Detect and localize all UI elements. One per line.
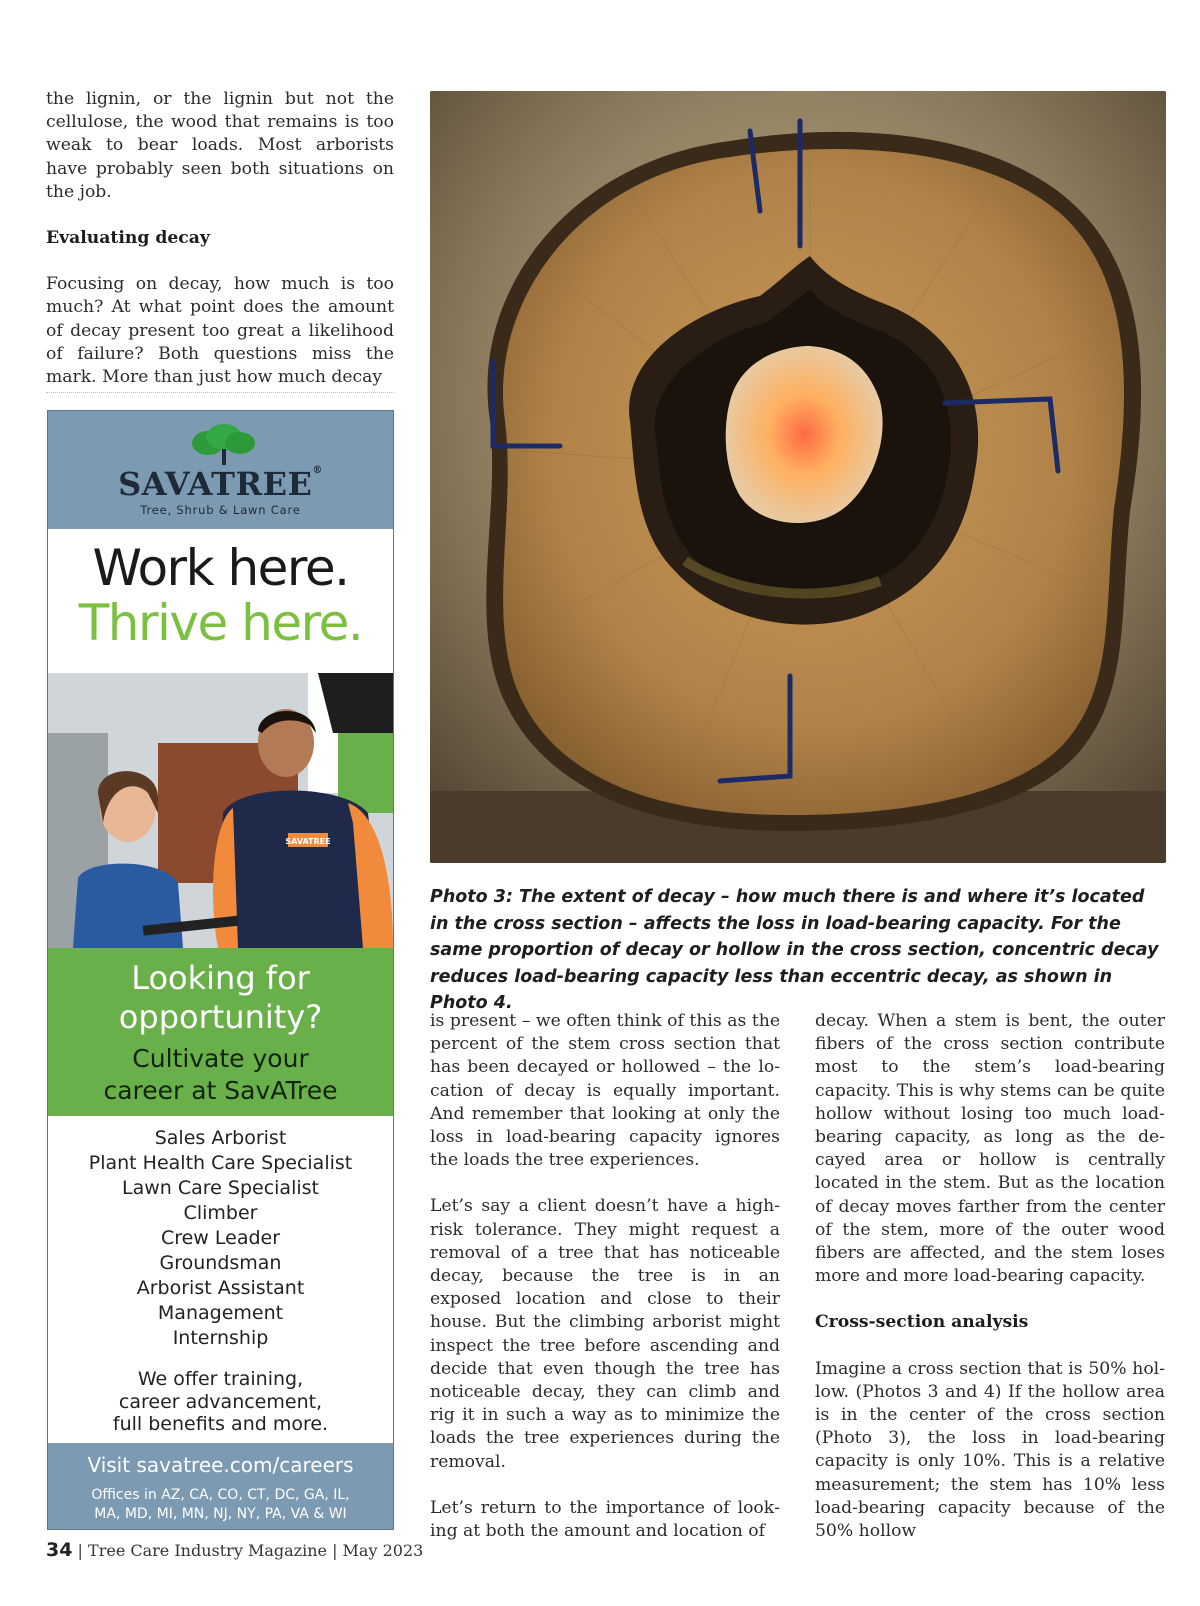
right-text-column — [815, 1010, 1165, 1566]
photo-caption: Photo 3: The extent of decay – how much there is and where it’s located in the cross section – affects the loss in load-bearing capacity. For the same proportion of decay or hollow in the cross section, concentric decay reduces load-bearing capacity less than eccentric decay, as shown in Photo 4. — [430, 887, 1159, 1013]
paragraph: Let’s say a client doesn’t have a high-risk tolerance. They might request a removal of a tree that has noticeable decay, because the tree is in an exposed location and close to their house. But the climbing arborist might inspect the tree before ascending and decide that even though the tree has noticeable decay, they can climb and rig it in such a way as to minimize the loads the tree experiences during the removal. — [430, 1196, 780, 1472]
ad-careers-link[interactable]: Visit savatree.com/careers — [87, 1453, 354, 1477]
job-item: Crew Leader — [160, 1227, 281, 1249]
ad-headline-thrive: Thrive here. — [78, 594, 363, 652]
ad-cultivate-text: Cultivate your career at SavATree — [103, 1044, 338, 1105]
ad-tagline: Tree, Shrub & Lawn Care — [140, 503, 301, 517]
job-item: Internship — [172, 1327, 269, 1349]
ad-employees-photo — [48, 673, 393, 948]
middle-text-column — [430, 1010, 780, 1566]
ad-offices-text: Offices in AZ, CA, CO, CT, DC, GA, IL, MA, MD, MI, MN, NJ, NY, PA, VA & WI — [91, 1487, 350, 1522]
issue-date: May 2023 — [342, 1541, 424, 1560]
job-item: Management — [157, 1302, 284, 1324]
job-item: Sales Arborist — [154, 1127, 287, 1149]
job-item: Lawn Care Specialist — [122, 1177, 319, 1199]
left-text-column — [46, 88, 394, 412]
ad-shirt-logo: SAVATREE — [285, 837, 331, 846]
section-heading: Cross-section analysis — [815, 1312, 1029, 1333]
divider — [46, 392, 394, 393]
paragraph: decay. When a stem is bent, the outer fibers of the cross section contribute most to the stem’s load-bearing capacity. This is why stems can be quite hollow without losing too much load-bearing capacity, as long as the decayed area or hollow is centrally located in the stem. But as the location of decay moves farther from the center of the stem, more of the outer wood fibers are affected, and the stem loses more and more load-bearing capacity. — [815, 1011, 1165, 1287]
tree-cross-section-photo — [430, 91, 1166, 863]
ad-headline-work: Work here. — [92, 539, 349, 597]
job-item: Plant Health Care Specialist — [88, 1152, 353, 1174]
job-item: Arborist Assistant — [136, 1277, 305, 1299]
paragraph: the lignin, or the lignin but not the cellulose, the wood that remains is too weak to bear loads. Most arborists have probably seen both situations on the job. — [46, 89, 394, 202]
ad-job-list — [48, 1126, 393, 1351]
job-item: Climber — [183, 1202, 258, 1224]
tree-logo-icon — [188, 423, 258, 467]
paragraph: Imagine a cross section that is 50% hollow. (Photos 3 and 4) If the hollow area is in the center of the cross section (Photo 3), the loss in load-bearing capacity is only 10%. This is a relative measurement; the stem has 10% less load-bearing capacity because of the 50% hollow — [815, 1358, 1165, 1542]
paragraph: Let’s return to the importance of looking at both the amount and location of — [430, 1497, 780, 1542]
page-number: 34 — [46, 1539, 73, 1561]
paragraph: Focusing on decay, how much is too much? At what point does the amount of decay present too great a likelihood of failure? Both questions miss the mark. More than just how much decay — [46, 274, 394, 388]
publication-name: Tree Care Industry Magazine — [88, 1541, 327, 1560]
section-heading: Evaluating decay — [46, 228, 210, 249]
job-item: Groundsman — [159, 1252, 282, 1274]
savatree-advertisement[interactable] — [47, 410, 394, 1530]
page-footer: 34 | Tree Care Industry Magazine | May 2023 — [46, 1539, 424, 1561]
ad-brand-logo: SAVATREE® — [118, 465, 323, 503]
ad-offer-text: We offer training, career advancement, full benefits and more. — [112, 1368, 329, 1435]
ad-opportunity-text: Looking for opportunity? — [118, 959, 323, 1036]
paragraph: is present – we often think of this as the percent of the stem cross section that has been decayed or hollowed – the location of decay is equally important. And remember that looking at only the loss in load-bearing capacity ignores the loads the tree experiences. — [430, 1011, 780, 1171]
